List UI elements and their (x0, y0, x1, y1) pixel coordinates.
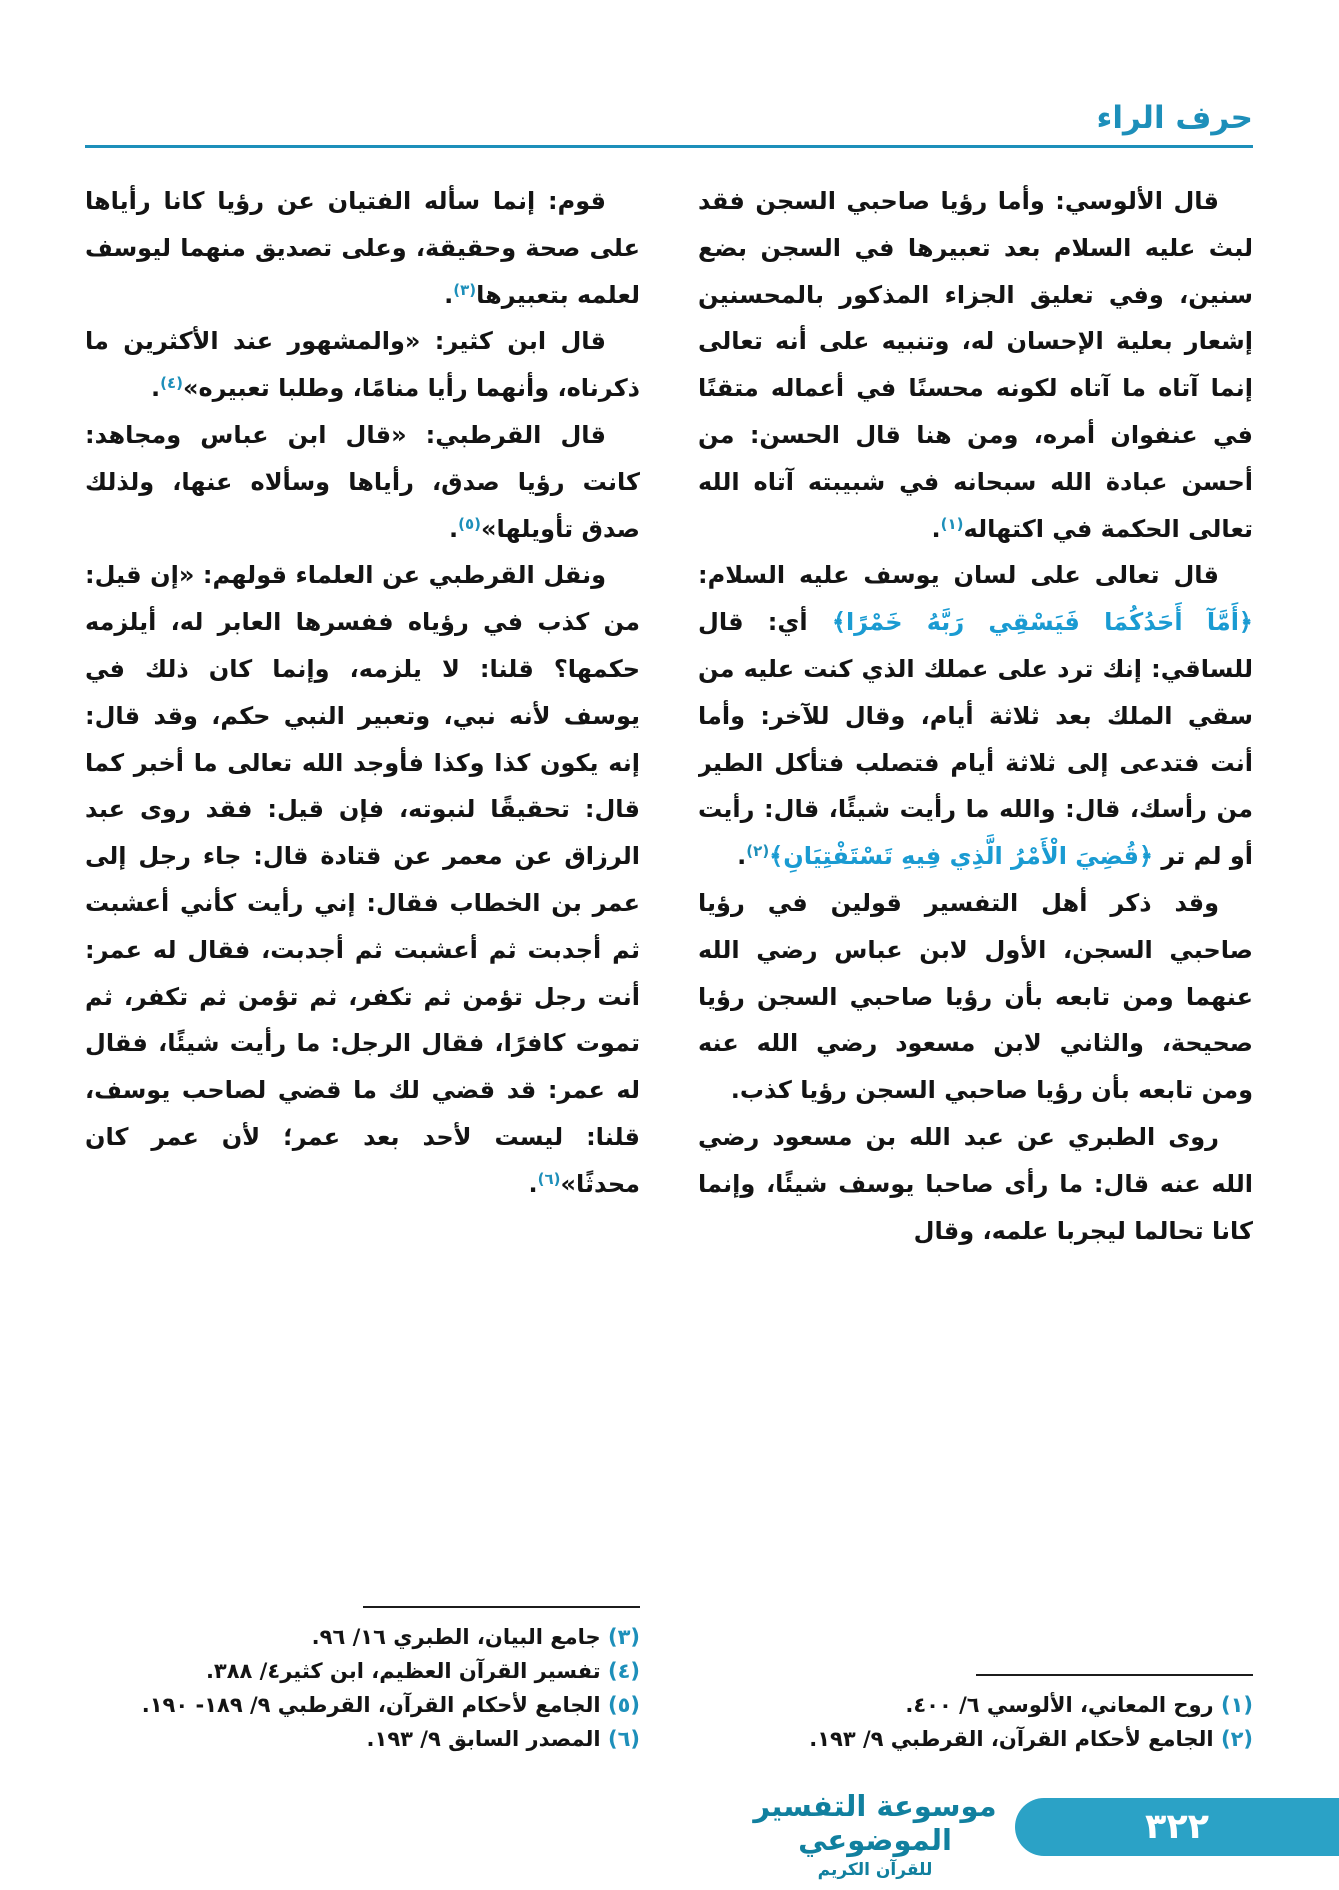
body-text: قوم: إنما سأله الفتيان عن رؤيا كانا رأياها على صحة وحقيقة، وعلى تصديق منهما ليوسف لعلمه بتعبيرها (85, 187, 640, 309)
publisher-logo (750, 1790, 1000, 1880)
body-text: . (737, 842, 747, 871)
footnote-text: جامع البيان، الطبري ١٦/ ٩٦. (311, 1624, 608, 1649)
footnote (698, 1722, 1253, 1756)
column-left (85, 178, 640, 1756)
page-number-badge (1015, 1798, 1339, 1856)
page-header (85, 100, 1253, 148)
body-paragraphs-right (698, 178, 1253, 1254)
paragraph (698, 178, 1253, 552)
footnotes-list-left (85, 1620, 640, 1756)
body-text: ونقل القرطبي عن العلماء قولهم: «إن قيل: من كذب في رؤياه ففسرها العابر له، أيلزمه حكمها؟ قلنا: لا يلزمه، وإنما كان ذلك في يوسف لأنه نبي، وتعبير النبي حكم، وقد قال: إنه يكون كذا وكذا فأوجد الله تعالى ما أخبر كما قال: تحقيقًا لنبوته، فإن قيل: فقد روى عبد الرزاق عن معمر عن قتادة قال: جاء رجل إلى عمر بن الخطاب فقال: إني رأيت كأني أعشبت ثم أجدبت ثم أعشبت ثم أجدبت، فقال له عمر: أنت رجل تؤمن ثم تكفر، ثم تؤمن ثم تكفر، ثم تموت كافرًا، فقال الرجل: ما رأيت شيئًا، فقال له عمر: قد قضي لك ما قضي لصاحب يوسف، قلنا: ليست لأحد بعد عمر؛ لأن عمر كان محدثًا» (85, 561, 640, 1198)
body-text: . (528, 1169, 538, 1198)
page-footer (0, 1770, 1339, 1890)
footnote-separator (976, 1674, 1254, 1676)
footnote-number: (١) (1220, 1692, 1253, 1717)
footnote-number: (٢) (1220, 1726, 1253, 1751)
page-content (85, 178, 1253, 1756)
footnotes-list-right (698, 1688, 1253, 1756)
body-text: أي: قال للساقي: إنك ترد على عملك الذي كنت عليه من سقي الملك بعد ثلاثة أيام، وقال للآخر: وأما أنت فتدعى إلى ثلاثة أيام فتصلب فتأكل الطير من رأسك، قال: والله ما رأيت شيئًا، قال: رأيت أو لم تر (698, 608, 1253, 871)
paragraph (85, 178, 640, 318)
logo-subtitle: للقرآن الكريم (817, 1860, 933, 1880)
paragraph (85, 318, 640, 412)
footnote (85, 1654, 640, 1688)
footnote-number: (٣) (607, 1624, 640, 1649)
footnote-number: (٥) (607, 1692, 640, 1717)
body-text: قال ابن كثير: «والمشهور عند الأكثرين ما ذكرناه، وأنهما رأيا منامًا، وطلبا تعبيره» (85, 327, 640, 403)
footnote-text: الجامع لأحكام القرآن، القرطبي ٩/ ١٨٩- ١٩٠. (141, 1692, 608, 1717)
body-text: قال القرطبي: «قال ابن عباس ومجاهد: كانت رؤيا صدق، رأياها وسألاه عنها، ولذلك صدق تأويلها» (85, 420, 640, 543)
footnote-ref: (٣) (453, 280, 477, 299)
body-text: قال تعالى على لسان يوسف عليه السلام: (698, 561, 1219, 590)
footnote-number: (٤) (607, 1658, 640, 1683)
footnote-text: الجامع لأحكام القرآن، القرطبي ٩/ ١٩٣. (809, 1726, 1221, 1751)
logo-title: موسوعة التفسير الموضوعي (753, 1789, 997, 1857)
footnote-ref: (٦) (537, 1169, 561, 1188)
footnote-separator (363, 1606, 641, 1608)
footnotes-block-left (85, 1600, 640, 1756)
footnote (85, 1722, 640, 1756)
body-text: . (151, 374, 161, 403)
paragraph (85, 412, 640, 552)
footnote-ref: (٥) (458, 514, 482, 533)
body-text: روى الطبري عن عبد الله بن مسعود رضي الله عنه قال: ما رأى صاحبا يوسف شيئًا، وإنما كانا تحالما ليجربا علمه، وقال (698, 1122, 1253, 1245)
footnote-number: (٦) (607, 1726, 640, 1751)
footnote-text: تفسير القرآن العظيم، ابن كثير٤/ ٣٨٨. (205, 1658, 608, 1683)
footnote (85, 1620, 640, 1654)
body-text: . (444, 280, 454, 309)
footnote-text: روح المعاني، الألوسي ٦/ ٤٠٠. (905, 1692, 1221, 1717)
footnote (698, 1688, 1253, 1722)
footnote-text: المصدر السابق ٩/ ١٩٣. (366, 1726, 608, 1751)
footnotes-block-right (698, 1668, 1253, 1756)
paragraph (698, 880, 1253, 1114)
paragraph (698, 1114, 1253, 1254)
footnote-ref: (٢) (746, 842, 770, 861)
paragraph (85, 552, 640, 1207)
body-text: . (931, 514, 941, 543)
page-number: ٣٢٢ (1144, 1807, 1210, 1847)
body-paragraphs-left (85, 178, 640, 1208)
quran-verse: ﴿قُضِيَ الْأَمْرُ الَّذِي فِيهِ تَسْتَفْتِيَانِ﴾ (769, 842, 1154, 871)
body-text: . (449, 514, 459, 543)
footnote-ref: (١) (940, 514, 964, 533)
quran-verse: ﴿أَمَّآ أَحَدُكُمَا فَيَسْقِي رَبَّهُ خَمْرًا﴾ (831, 608, 1253, 637)
footnote (85, 1688, 640, 1722)
body-text: وقد ذكر أهل التفسير قولين في رؤيا صاحبي السجن، الأول لابن عباس رضي الله عنهما ومن تابعه بأن رؤيا صاحبي السجن رؤيا صحيحة، والثاني لابن مسعود رضي الله عنه ومن تابعه بأن رؤيا صاحبي السجن رؤيا كذب. (698, 888, 1253, 1105)
footnote-ref: (٤) (160, 374, 183, 393)
chapter-title: حرف الراء (1096, 100, 1253, 136)
column-right (698, 178, 1253, 1756)
body-text: قال الألوسي: وأما رؤيا صاحبي السجن فقد لبث عليه السلام بعد تعبيرها في السجن بضع سنين، وفي تعليق الجزاء المذكور بالمحسنين إشعار بعلية الإحسان له، وتنبيه على أنه تعالى إنما آتاه ما آتاه لكونه محسنًا في أعماله متقنًا في عنفوان أمره، ومن هنا قال الحسن: من أحسن عبادة الله سبحانه في شبيبته آتاه الله تعالى الحكمة في اكتهاله (698, 187, 1253, 543)
header-rule (85, 145, 1253, 148)
paragraph (698, 552, 1253, 880)
